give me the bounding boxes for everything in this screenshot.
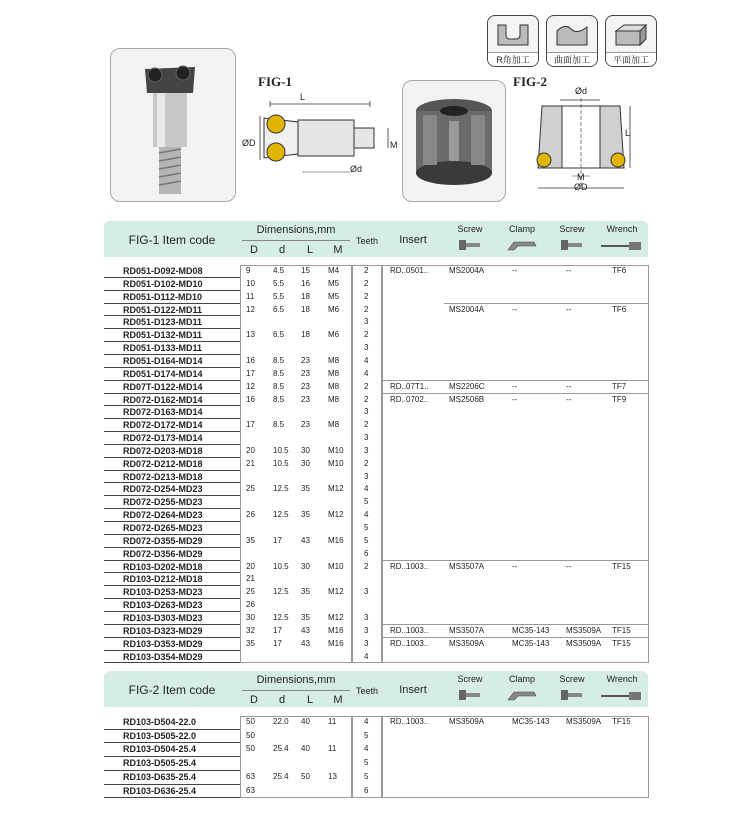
group-clamp: MC35-143 [512,717,550,726]
cell-t: 2 [364,394,369,404]
fig1-drawing [240,88,400,188]
cell-m: M8 [328,394,340,404]
cell-d: 50 [246,717,255,726]
group-wrench: TF15 [612,638,631,648]
group-clamp: -- [512,266,518,275]
cell-l: 43 [301,535,310,545]
cell-l: 43 [301,638,310,648]
item-code: RD051-D174-MD14 [123,368,203,379]
cell-t: 4 [364,510,369,520]
dimensions-divider-2 [242,690,350,691]
group-wrench: TF6 [612,266,627,275]
cell-t: 5 [364,730,369,740]
cell-d: 17 [246,368,255,378]
cell-d: 8.5 [273,368,285,378]
cell-m: M5 [328,278,340,288]
cell-t: 4 [364,717,369,726]
group-screw: MS3509A [449,638,485,648]
cell-d: 26 [246,600,255,610]
cell-d: 35 [246,535,255,545]
curved-surface-machining-icon: 曲面加工 [546,15,598,67]
item-code: RD103-D263-MD23 [123,600,203,611]
cell-d: 12.5 [273,510,289,520]
cell-t: 3 [364,407,369,417]
item-code: RD103-D202-MD18 [123,561,203,572]
group-wrench: TF9 [612,394,627,404]
cell-t: 3 [364,433,369,443]
col2-teeth: Teeth [355,686,379,696]
cell-m: M10 [328,458,344,468]
item-code: RD103-D505-22.0 [123,730,197,741]
col-M: M [333,244,343,256]
cell-d: 4.5 [273,266,285,275]
cell-l: 18 [301,304,310,314]
cell-t: 4 [364,651,369,661]
cell-d: 10.5 [273,561,289,571]
item-code: RD103-D323-MD29 [123,625,203,636]
group-insert: RD..0501.. [390,266,429,275]
col-wrench: Wrench [606,224,638,234]
cell-d: 8.5 [273,381,285,391]
cell-t: 2 [364,304,369,314]
col2-insert: Insert [399,684,427,696]
col2-wrench: Wrench [606,674,638,684]
item-code: RD072-D213-MD18 [123,471,203,482]
cell-d: 16 [246,355,255,365]
group-insert: RD..1003.. [390,717,429,726]
clamp-icon [506,238,538,252]
item-code: RD051-D123-MD11 [123,317,203,328]
col-clamp: Clamp [508,224,535,234]
cell-m: M16 [328,535,344,545]
col2-clamp: Clamp [508,674,535,684]
cell-d: 12 [246,304,255,314]
group-wrench: TF7 [612,381,627,391]
cell-t: 4 [364,484,369,494]
cell-t: 4 [364,355,369,365]
screw2-icon-2 [560,688,584,702]
col2-L: L [306,694,314,706]
group-clamp: MC35-143 [512,625,550,635]
cell-l: 30 [301,445,310,455]
cell-t: 2 [364,291,369,301]
item-code: RD072-D163-MD14 [123,407,203,418]
cell-t: 6 [364,548,369,558]
group-clamp: -- [512,394,518,404]
item-code: RD072-D203-MD18 [123,445,203,456]
cell-t: 4 [364,368,369,378]
item-code: RD072-D172-MD14 [123,420,203,431]
col2-M: M [333,694,343,706]
group-insert: RD..1003.. [390,561,429,571]
cell-t: 2 [364,458,369,468]
cell-m: 11 [328,717,337,726]
cell-m: 11 [328,744,337,754]
item-code: RD103-D504-25.4 [123,744,197,755]
cell-d: 12 [246,381,255,391]
cell-t: 6 [364,785,369,795]
cell-t: 3 [364,638,369,648]
dims-box [240,716,352,798]
cell-t: 3 [364,471,369,481]
flat-surface-machining-icon: 平面加工 [605,15,657,67]
cell-l: 30 [301,561,310,571]
fig2-dim-L: L [625,128,631,138]
cell-d: 63 [246,785,255,795]
item-code: RD072-D254-MD23 [123,484,203,495]
teeth-box [352,716,382,798]
table1-dimensions-header: Dimensions,mm [256,224,336,236]
col-teeth: Teeth [355,236,379,246]
group-screw2: -- [566,394,572,404]
cell-m: M16 [328,625,344,635]
cell-m: M12 [328,510,344,520]
wrench-icon-2 [600,690,644,702]
cell-t: 5 [364,758,369,768]
cell-d: 5.5 [273,291,285,301]
group-divider [382,624,649,625]
col-d: d [278,244,286,256]
group-screw2: -- [566,561,572,571]
cell-m: M10 [328,445,344,455]
item-code: RD072-D264-MD23 [123,510,203,521]
group-screw2: -- [566,381,572,391]
cell-d: 17 [273,535,282,545]
cell-d: 26 [246,510,255,520]
cell-t: 5 [364,497,369,507]
cell-d: 50 [246,730,255,740]
fig1-dim-L: L [300,92,306,102]
cell-d: 13 [246,330,255,340]
cell-m: M5 [328,291,340,301]
group-divider [444,303,649,304]
group-screw: MS2506B [449,394,485,404]
cell-t: 5 [364,771,369,781]
cell-t: 2 [364,381,369,391]
item-code: RD051-D112-MD10 [123,291,203,302]
row-divider [104,662,240,663]
cell-m: M12 [328,612,344,622]
cell-d: 17 [273,625,282,635]
item-code: RD072-D255-MD23 [123,497,203,508]
cell-l: 18 [301,291,310,301]
screw2-icon [560,238,584,252]
group-divider [382,560,649,561]
cell-d: 12.5 [273,484,289,494]
cell-m: M6 [328,304,340,314]
cell-d: 6.5 [273,330,285,340]
cell-l: 35 [301,612,310,622]
group-insert: RD..1003.. [390,625,429,635]
group-divider [382,637,649,638]
group-screw: MS3509A [449,717,485,726]
cell-l: 40 [301,744,310,754]
group-wrench: TF15 [612,625,631,635]
cell-d: 10.5 [273,458,289,468]
cell-d: 25 [246,587,255,597]
col-insert: Insert [399,234,427,246]
cell-d: 35 [246,638,255,648]
group-screw: MS3507A [449,561,485,571]
cell-l: 15 [301,266,310,275]
cell-m: M8 [328,355,340,365]
cell-d: 10.5 [273,445,289,455]
cell-m: M16 [328,638,344,648]
cell-d: 50 [246,744,255,754]
clamp-icon-2 [506,688,538,702]
fig2-dim-d: Ød [575,86,588,96]
fig2-tool-photo [402,80,506,202]
item-code: RD051-D092-MD08 [123,266,203,276]
cell-t: 5 [364,523,369,532]
item-code: RD072-D212-MD18 [123,458,203,469]
item-code: RD072-D356-MD29 [123,548,203,559]
item-code: RD072-D265-MD23 [123,523,203,533]
group-wrench: TF6 [612,304,627,314]
item-code: RD072-D162-MD14 [123,394,203,405]
cell-m: M12 [328,587,344,597]
cell-d: 30 [246,612,255,622]
dimensions-divider [242,240,350,241]
cell-d: 17 [273,638,282,648]
item-code: RD051-D122-MD11 [123,304,203,315]
screw-icon-2 [458,688,482,702]
cell-t: 3 [364,587,369,597]
cell-m: M6 [328,330,340,340]
item-code: RD103-D303-MD23 [123,612,203,623]
item-code: RD072-D173-MD14 [123,433,203,444]
screw-icon [458,238,482,252]
cell-d: 25.4 [273,744,289,754]
fig1-dim-M: M [390,140,398,150]
cell-l: 50 [301,771,310,781]
table2-dimensions-header: Dimensions,mm [256,674,336,686]
col2-d: d [278,694,286,706]
cell-d: 22.0 [273,717,289,726]
item-code: RD051-D133-MD11 [123,343,203,354]
cell-m: M10 [328,561,344,571]
cell-d: 8.5 [273,355,285,365]
group-screw2: MS3509A [566,717,602,726]
cell-d: 21 [246,458,255,468]
cell-m: M8 [328,368,340,378]
cell-d: 11 [246,291,255,301]
cell-d: 12.5 [273,612,289,622]
group-wrench: TF15 [612,717,631,726]
fig1-tool-photo [110,48,236,202]
group-screw2: -- [566,266,572,275]
group-screw: MS2004A [449,266,485,275]
cell-l: 23 [301,368,310,378]
cell-t: 3 [364,625,369,635]
group-screw2: -- [566,304,572,314]
col2-screw2: Screw [559,674,585,684]
group-screw: MS2206C [449,381,485,391]
teeth-box [352,265,382,663]
wrench-icon [600,240,644,252]
group-screw2: MS3509A [566,638,602,648]
cell-d: 6.5 [273,304,285,314]
col2-screw: Screw [457,674,483,684]
group-clamp: -- [512,381,518,391]
cell-d: 10 [246,278,255,288]
group-clamp: MC35-143 [512,638,550,648]
cell-d: 21 [246,574,255,584]
cell-d: 63 [246,771,255,781]
cell-m: 13 [328,771,337,781]
table1-title: FIG-1 Item code [128,233,216,247]
group-divider [382,393,649,394]
cell-t: 4 [364,744,369,754]
item-code: RD07T-D122-MD14 [123,381,203,392]
item-code: RD051-D164-MD14 [123,355,203,366]
fig1-dim-d: Ød [350,164,363,174]
item-code: RD103-D635-25.4 [123,771,197,782]
cell-t: 2 [364,561,369,571]
group-insert: RD..0702.. [390,394,429,404]
cell-t: 3 [364,343,369,353]
cell-d: 20 [246,561,255,571]
fig2-label: FIG-2 [513,74,547,89]
group-screw2: MS3509A [566,625,602,635]
item-code: RD103-D505-25.4 [123,758,197,769]
cell-l: 40 [301,717,310,726]
cell-t: 2 [364,278,369,288]
cell-t: 3 [364,612,369,622]
col-D: D [250,244,258,256]
table2-title: FIG-2 Item code [128,683,216,697]
cell-t: 5 [364,535,369,545]
cell-l: 23 [301,394,310,404]
cell-t: 2 [364,330,369,340]
col2-D: D [250,694,258,706]
cell-l: 30 [301,458,310,468]
cell-d: 17 [246,420,255,430]
cell-t: 3 [364,317,369,327]
cell-l: 23 [301,355,310,365]
cell-d: 25 [246,484,255,494]
cell-d: 32 [246,625,255,635]
cell-d: 9 [246,266,251,275]
parts-box [382,265,649,663]
item-code: RD051-D132-MD11 [123,330,203,341]
cell-l: 16 [301,278,310,288]
cell-m: M8 [328,420,340,430]
r-corner-machining-icon: R角加工 [487,15,539,67]
cell-m: M4 [328,266,340,275]
cell-m: M8 [328,381,340,391]
group-insert: RD..1003.. [390,638,429,648]
cell-t: 2 [364,420,369,430]
group-divider [382,380,649,381]
cell-l: 23 [301,420,310,430]
item-code: RD103-D636-25.4 [123,785,197,796]
cell-l: 18 [301,330,310,340]
group-wrench: TF15 [612,561,631,571]
cell-l: 35 [301,587,310,597]
row-divider [104,797,240,798]
cell-d: 12.5 [273,587,289,597]
item-code: RD051-D102-MD10 [123,278,203,289]
fig1-label: FIG-1 [258,74,292,89]
cell-l: 23 [301,381,310,391]
group-screw: MS2004A [449,304,485,314]
item-code: RD103-D353-MD29 [123,638,203,649]
col-screw2: Screw [559,224,585,234]
cell-l: 43 [301,625,310,635]
cell-t: 3 [364,445,369,455]
group-clamp: -- [512,561,518,571]
item-code: RD072-D355-MD29 [123,535,203,546]
cell-m: M12 [328,484,344,494]
parts-box [382,716,649,798]
dims-box [240,265,352,663]
col-L: L [306,244,314,256]
cell-l: 35 [301,510,310,520]
group-clamp: -- [512,304,518,314]
item-code: RD103-D253-MD23 [123,587,203,598]
cell-t: 2 [364,266,369,275]
item-code: RD103-D354-MD29 [123,651,203,662]
fig1-dim-D: ØD [242,138,256,148]
cell-d: 25.4 [273,771,289,781]
cell-d: 8.5 [273,420,285,430]
group-insert: RD..07T1.. [390,381,429,391]
cell-l: 35 [301,484,310,494]
cell-d: 16 [246,394,255,404]
fig2-dim-D: ØD [574,182,588,192]
cell-d: 8.5 [273,394,285,404]
item-code: RD103-D212-MD18 [123,574,203,585]
cell-d: 5.5 [273,278,285,288]
cell-d: 20 [246,445,255,455]
col-screw: Screw [457,224,483,234]
group-screw: MS3507A [449,625,485,635]
item-code: RD103-D504-22.0 [123,717,197,727]
fig2-dim-M: M [577,172,585,182]
